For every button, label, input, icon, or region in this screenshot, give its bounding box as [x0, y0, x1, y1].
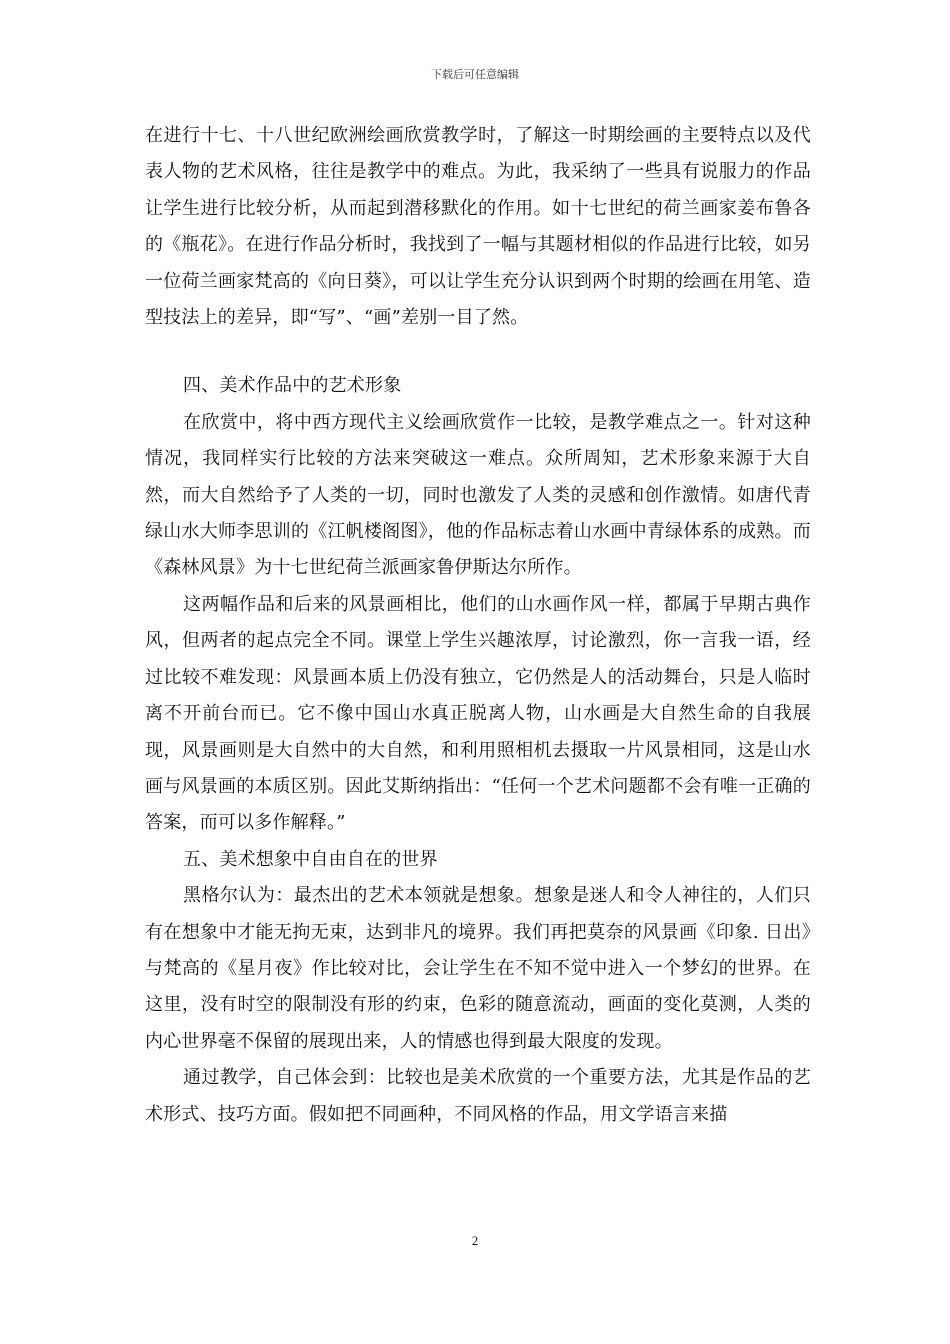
page-header: 下载后可任意编辑 [431, 68, 519, 81]
paragraph-imagination: 黑格尔认为：最杰出的艺术本领就是想象。想象是迷人和令人神往的，人们只有在想象中才能无拘无束，达到非凡的境界。我们再把莫奈的风景画《印象. 日出》与梵高的《星月夜》作比较对比，会让学生在不知不觉中进入一个梦幻的世界。在这里，没有时空的限制没有形的约束，色彩的随意流动，画面的变化莫测，人类的内心世界毫不保留的展现出来，人的情感也得到最大限度的发现。 [145, 885, 811, 1052]
paragraph-teaching-reflection: 通过教学，自己体会到：比较也是美术欣赏的一个重要方法，尤其是作品的艺术形式、技巧方面。假如把不同画种，不同风格的作品，用文学语言来描 [145, 1067, 811, 1125]
section-heading-5: 五、美术想象中自由自在的世界 [183, 848, 438, 870]
paragraph-landscape-comparison: 这两幅作品和后来的风景画相比，他们的山水画作风一样，都属于早期古典作风，但两者的起点完全不同。课堂上学生兴趣浓厚，讨论激烈，你一言我一语，经过比较不难发现：风景画本质上仍没有独立，它仍然是人的活动舞台，只是人临时离不开前台而已。它不像中国山水真正脱离人物，山水画是大自然生命的自我展现，风景画则是大自然中的大自然，和利用照相机去摄取一片风景相同，这是山水画与风景画的本质区别。因此艾斯纳指出：“任何一个艺术问题都不会有唯一正确的答案，而可以多作解释。” [145, 593, 811, 834]
document-body [145, 118, 811, 1133]
paragraph-painting-comparison: 在进行十七、十八世纪欧洲绘画欣赏教学时，了解这一时期绘画的主要特点以及代表人物的艺术风格，往往是教学中的难点。为此，我采纳了一些具有说服力的作品让学生进行比较分析，从而起到潜移默化的作用。如十七世纪的荷兰画家姜布鲁各的《瓶花》。在进行作品分析时，我找到了一幅与其题材相似的作品进行比较，如另一位荷兰画家梵高的《向日葵》，可以让学生充分认识到两个时期的绘画在用笔、造型技法上的差异，即“写”、“画”差别一目了然。 [145, 125, 811, 329]
page-number: 2 [471, 1233, 479, 1248]
section-heading-4: 四、美术作品中的艺术形象 [183, 375, 402, 397]
paragraph-artistic-image: 在欣赏中，将中西方现代主义绘画欣赏作一比较，是教学难点之一。针对这种情况，我同样实行比较的方法来突破这一难点。众所周知，艺术形象来源于大自然，而大自然给予了人类的一切，同时也激发了人类的灵感和创作激情。如唐代青绿山水大师李思训的《江帆楼阁图》，他的作品标志着山水画中青绿体系的成熟。而《森林风景》为十七世纪荷兰派画家鲁伊斯达尔所作。 [145, 411, 811, 579]
paragraph-spacer [145, 336, 811, 368]
